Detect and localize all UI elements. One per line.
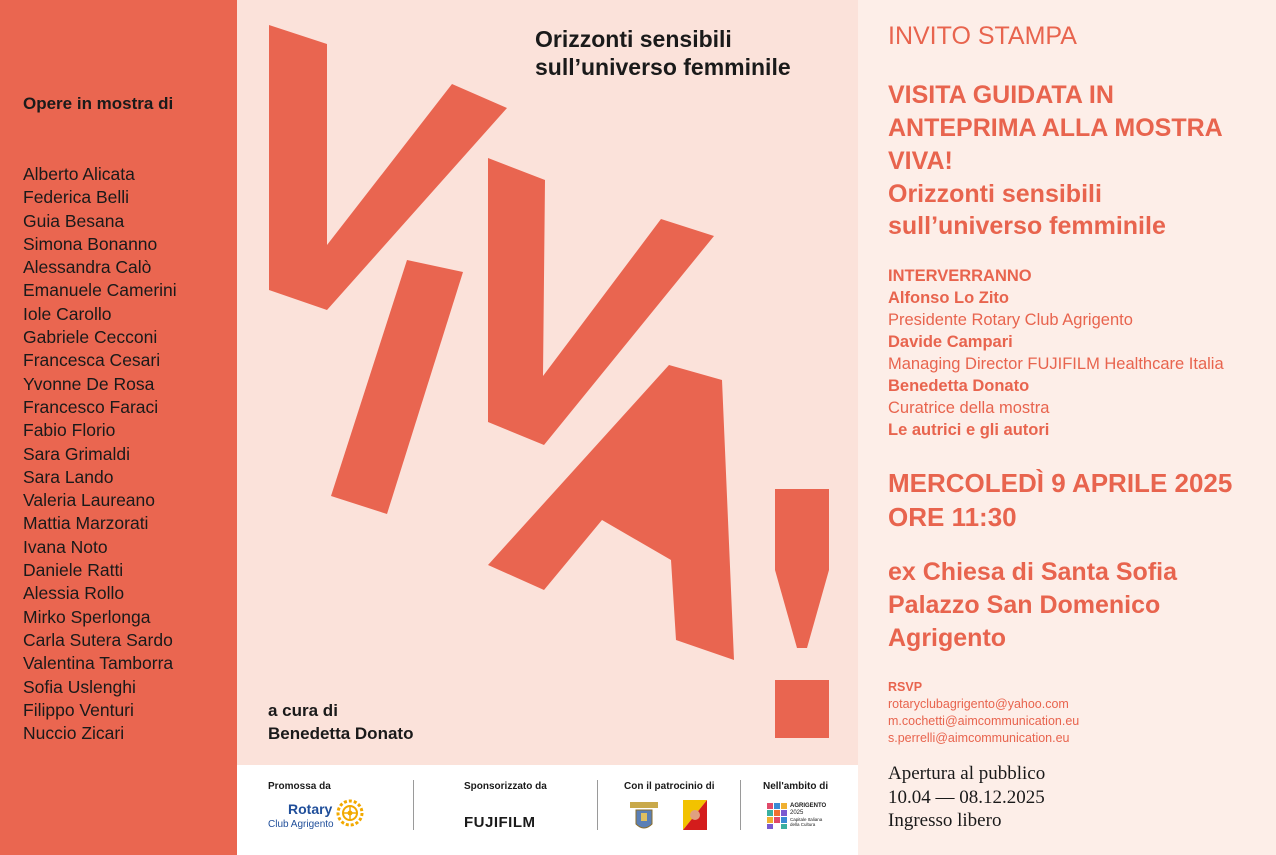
venue-line: Palazzo San Domenico — [888, 591, 1161, 619]
curator-label: a cura di — [268, 701, 338, 720]
agrigento-2025-mark-icon — [767, 803, 787, 829]
artist-name: Filippo Venturi — [23, 699, 134, 720]
rsvp-label: RSVP — [888, 680, 923, 694]
event-title-line: ANTEPRIMA ALLA MOSTRA — [888, 114, 1223, 142]
artist-name: Francesca Cesari — [23, 350, 161, 371]
subtitle-line-2: sull’universo femminile — [535, 54, 791, 80]
speaker-name: Alfonso Lo Zito — [888, 289, 1009, 307]
curator-name: Benedetta Donato — [268, 724, 414, 743]
exhibition-subtitle — [535, 25, 855, 81]
sponsors-footer — [237, 765, 858, 855]
venue-line: ex Chiesa di Santa Sofia — [888, 558, 1177, 586]
speakers-heading: INTERVERRANNO — [888, 267, 1032, 285]
event-datetime — [888, 466, 1232, 534]
speakers-extra: Le autrici e gli autori — [888, 421, 1050, 439]
event-title-line: VIVA! — [888, 147, 953, 175]
context-label: Nell'ambito di — [763, 781, 829, 792]
artist-name: Sofia Uslenghi — [23, 676, 136, 697]
sponsored-label: Sponsorizzato da — [464, 781, 547, 792]
artist-name: Sara Grimaldi — [23, 443, 130, 464]
artists-heading: Opere in mostra di — [23, 94, 174, 113]
speakers-block — [888, 265, 1224, 441]
footer-divider — [597, 780, 598, 830]
artist-name: Fabio Florio — [23, 420, 116, 441]
speaker-name: Davide Campari — [888, 333, 1013, 351]
artists-list — [23, 163, 177, 745]
footer-divider — [740, 780, 741, 830]
agrigento-2025-logo — [767, 803, 837, 833]
agrigento-logo-year: 2025 — [790, 810, 804, 816]
artist-name: Daniele Ratti — [23, 560, 124, 581]
viva-letter-v1 — [269, 25, 507, 310]
artist-name: Nuccio Zicari — [23, 723, 125, 744]
artist-name: Emanuele Camerini — [23, 280, 177, 301]
artist-name: Alessandra Calò — [23, 257, 152, 278]
venue-line: Agrigento — [888, 624, 1007, 652]
promoted-label: Promossa da — [268, 781, 331, 792]
rotary-wheel-icon — [336, 799, 364, 827]
press-invite-label: INVITO STAMPA — [888, 22, 1077, 50]
rsvp-email-link[interactable]: rotaryclubagrigento@yahoo.com — [888, 697, 1069, 711]
rotary-club: Club Agrigento — [268, 819, 334, 830]
artist-name: Yvonne De Rosa — [23, 373, 155, 394]
artist-name: Alessia Rollo — [23, 583, 125, 604]
opening-dates: 10.04 — 08.12.2025 — [888, 786, 1045, 808]
rotary-logo — [268, 797, 368, 833]
event-time: ORE 11:30 — [888, 502, 1017, 532]
event-subtitle-line: Orizzonti sensibili — [888, 180, 1102, 208]
speaker-role: Presidente Rotary Club Agrigento — [888, 311, 1133, 329]
speaker-role: Curatrice della mostra — [888, 399, 1050, 417]
viva-letter-exclamation-dot — [775, 680, 829, 738]
fujifilm-logo: FUJIFILM — [464, 814, 536, 831]
artist-name: Simona Bonanno — [23, 233, 158, 254]
speaker-role: Managing Director FUJIFILM Healthcare Italia — [888, 355, 1224, 373]
opening-info — [888, 762, 1045, 833]
footer-divider — [413, 780, 414, 830]
artist-name: Mattia Marzorati — [23, 513, 149, 534]
event-subtitle-line: sull’universo femminile — [888, 212, 1166, 240]
artist-name: Alberto Alicata — [23, 164, 135, 184]
agrigento-city-crest-icon — [626, 798, 662, 836]
agrigento-logo-title: AGRIGENTO — [790, 803, 827, 809]
rsvp-email-link[interactable]: s.perrelli@aimcommunication.eu — [888, 731, 1070, 745]
event-title-line: VISITA GUIDATA IN — [888, 81, 1114, 109]
artist-name: Francesco Faraci — [23, 396, 159, 417]
artist-name: Iole Carollo — [23, 303, 112, 324]
agrigento-logo-sub2: della Cultura — [790, 822, 816, 827]
artist-name: Gabriele Cecconi — [23, 327, 158, 348]
poster-center — [237, 0, 858, 765]
artist-name: Ivana Noto — [23, 536, 108, 557]
rsvp-block — [888, 679, 1079, 747]
artist-name: Carla Sutera Sardo — [23, 629, 173, 650]
subtitle-line-1: Orizzonti sensibili — [535, 26, 732, 52]
opening-line: Ingresso libero — [888, 810, 1002, 831]
artist-name: Valentina Tamborra — [23, 653, 174, 674]
invitation-panel — [858, 0, 1276, 855]
artist-name: Guia Besana — [23, 210, 125, 231]
artists-panel — [0, 0, 237, 855]
rsvp-email-link[interactable]: m.cochetti@aimcommunication.eu — [888, 714, 1080, 728]
event-title — [888, 79, 1223, 178]
event-subtitle — [888, 178, 1166, 242]
opening-line: Apertura al pubblico — [888, 763, 1046, 784]
artist-name: Mirko Sperlonga — [23, 606, 151, 627]
speaker-name: Benedetta Donato — [888, 377, 1030, 395]
artist-name: Valeria Laureano — [23, 490, 155, 511]
viva-title-graphic — [237, 0, 858, 765]
viva-letter-i — [331, 260, 463, 514]
sicily-region-crest-icon — [683, 800, 707, 830]
event-date: MERCOLEDÌ 9 APRILE 2025 — [888, 468, 1233, 498]
rotary-name: Rotary — [288, 801, 333, 817]
event-venue — [888, 556, 1177, 655]
agrigento-logo-sub1: Capitale Italiana — [790, 817, 823, 822]
patronage-label: Con il patrocinio di — [624, 781, 715, 792]
viva-letter-exclamation-bar — [775, 489, 829, 648]
artist-name: Sara Lando — [23, 466, 114, 487]
artist-name: Federica Belli — [23, 187, 130, 208]
